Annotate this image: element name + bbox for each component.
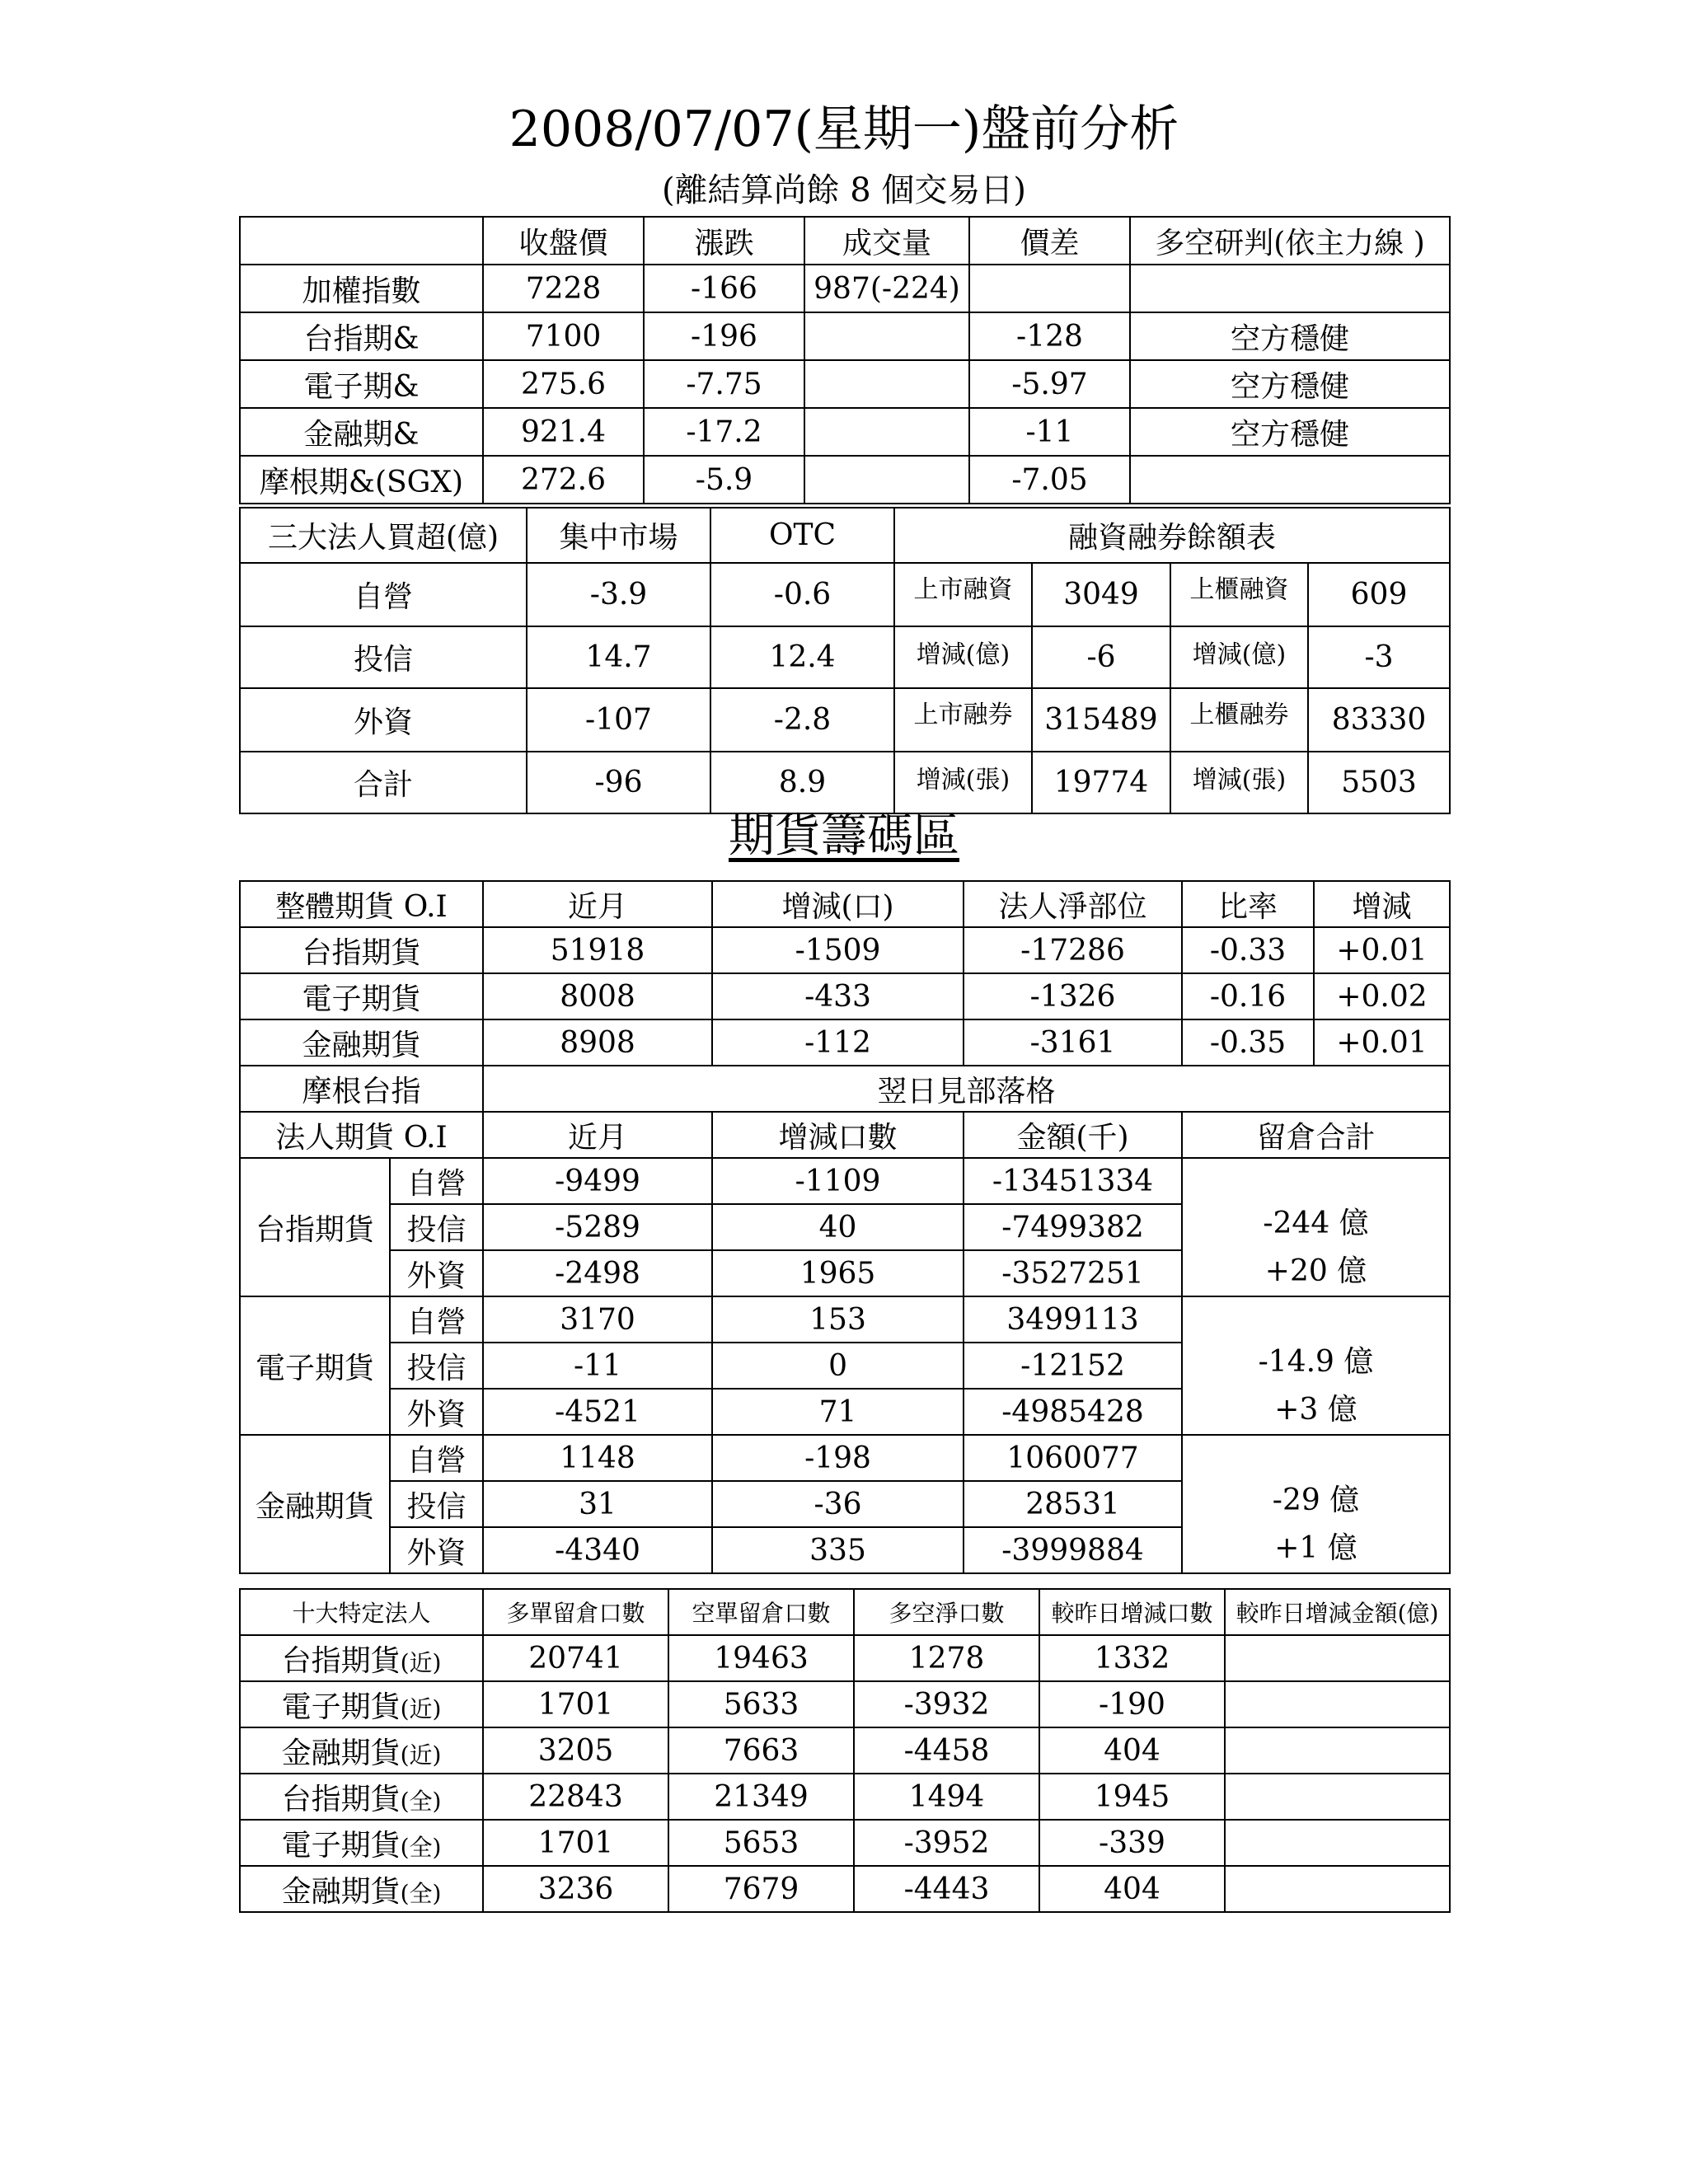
table-cell: -4521	[483, 1389, 712, 1435]
table-cell: 272.6	[483, 456, 644, 504]
column-header: 多空研判(依主力線 )	[1130, 217, 1450, 265]
table-cell: 1945	[1039, 1774, 1225, 1820]
institutional-row-label: 外資	[240, 688, 527, 752]
table-cell: -17286	[964, 927, 1182, 973]
table-row	[240, 688, 1450, 752]
table-cell: 1494	[854, 1774, 1039, 1820]
table-cell: 19463	[668, 1635, 854, 1681]
table-row	[240, 508, 1450, 563]
institutional-value: 8.9	[710, 752, 894, 813]
column-header: 成交量	[804, 217, 969, 265]
section-title: 期貨籌碼區	[729, 809, 959, 863]
row-label: 自營	[390, 1435, 483, 1481]
table-row	[240, 1727, 1450, 1774]
institutional-row-label: 自營	[240, 563, 527, 626]
institutional-value: -107	[527, 688, 710, 752]
table-row	[240, 360, 1450, 408]
table-cell: -433	[712, 973, 964, 1019]
table-cell: -4985428	[964, 1389, 1182, 1435]
table-row	[240, 265, 1450, 312]
institutional-row-label: 投信	[240, 626, 527, 688]
table-cell	[804, 456, 969, 504]
column-header: 較昨日增減口數	[1039, 1589, 1225, 1635]
table-cell: 3499113	[964, 1296, 1182, 1343]
table-cell: +0.01	[1314, 927, 1450, 973]
table-cell: -3527251	[964, 1250, 1182, 1296]
table-row	[240, 973, 1450, 1019]
position-total-line2: +3 億	[1274, 1393, 1357, 1427]
row-label: 投信	[390, 1481, 483, 1527]
table-cell: 8008	[483, 973, 712, 1019]
column-header: 比率	[1182, 881, 1314, 927]
table-cell: -190	[1039, 1681, 1225, 1727]
column-header: 收盤價	[483, 217, 644, 265]
otc-short-change-label: 增減(張)	[1170, 752, 1308, 813]
table-cell: -0.16	[1182, 973, 1314, 1019]
morgan-note: 翌日見部落格	[483, 1066, 1450, 1112]
table-cell: +0.01	[1314, 1019, 1450, 1066]
column-header: 價差	[969, 217, 1130, 265]
otc-financing-label: 上櫃融資	[1170, 563, 1308, 626]
table-row	[240, 626, 1450, 688]
table-cell: 1965	[712, 1250, 964, 1296]
table-row	[240, 1635, 1450, 1681]
institutional-value: -96	[527, 752, 710, 813]
table-cell: -3932	[854, 1681, 1039, 1727]
column-header: 增減(口)	[712, 881, 964, 927]
row-label: 投信	[390, 1343, 483, 1389]
table-cell: -112	[712, 1019, 964, 1066]
column-header: 十大特定法人	[240, 1589, 483, 1635]
table-cell: 921.4	[483, 408, 644, 456]
table-cell	[969, 265, 1130, 312]
table-cell	[1225, 1774, 1450, 1820]
table-cell: 40	[712, 1204, 964, 1250]
table-cell: -1509	[712, 927, 964, 973]
column-header	[240, 217, 483, 265]
table-cell	[1225, 1866, 1450, 1912]
table-cell: -5289	[483, 1204, 712, 1250]
table-cell: -128	[969, 312, 1130, 360]
table-cell: 71	[712, 1389, 964, 1435]
table-cell: 20741	[483, 1635, 668, 1681]
table-cell: -11	[969, 408, 1130, 456]
table-cell: 3205	[483, 1727, 668, 1774]
table-row	[240, 1589, 1450, 1635]
institutional-value: -3.9	[527, 563, 710, 626]
table-cell: -5.97	[969, 360, 1130, 408]
institutional-value: -0.6	[710, 563, 894, 626]
column-header: 法人淨部位	[964, 881, 1182, 927]
otc-financing-change-label: 增減(億)	[1170, 626, 1308, 688]
top10-body	[240, 1589, 1450, 1912]
listed-financing-change: -6	[1032, 626, 1170, 688]
table-cell: -13451334	[964, 1158, 1182, 1204]
row-label-suffix: (全)	[400, 1879, 442, 1907]
column-header: 空單留倉口數	[668, 1589, 854, 1635]
column-header: 較昨日增減金額(億)	[1225, 1589, 1450, 1635]
row-label: 電子期貨	[240, 973, 483, 1019]
table-cell	[1225, 1635, 1450, 1681]
table-cell	[804, 312, 969, 360]
table-row	[240, 1296, 1450, 1343]
table-cell: -36	[712, 1481, 964, 1527]
row-label: 自營	[390, 1158, 483, 1204]
table-cell	[1225, 1727, 1450, 1774]
row-label-suffix: (近)	[400, 1741, 442, 1769]
row-label: 金融期&	[240, 408, 483, 456]
table-cell: -4458	[854, 1727, 1039, 1774]
table-row	[240, 881, 1450, 927]
table-cell: +0.02	[1314, 973, 1450, 1019]
row-label: 外資	[390, 1250, 483, 1296]
table-cell	[804, 360, 969, 408]
listed-financing-value: 3049	[1032, 563, 1170, 626]
margin-table-header: 融資融券餘額表	[894, 508, 1450, 563]
table-cell: 空方穩健	[1130, 408, 1450, 456]
group-label: 台指期貨	[240, 1158, 390, 1296]
table-cell: 3236	[483, 1866, 668, 1912]
table-cell: 7228	[483, 265, 644, 312]
column-header: 留倉合計	[1182, 1112, 1450, 1158]
row-label	[240, 1727, 483, 1774]
table-cell: -17.2	[644, 408, 804, 456]
row-label-name: 台指期貨	[281, 1643, 401, 1678]
row-label: 加權指數	[240, 265, 483, 312]
table-cell: -11	[483, 1343, 712, 1389]
institutional-row-label: 合計	[240, 752, 527, 813]
row-label-name: 金融期貨	[281, 1736, 401, 1770]
column-header: 整體期貨 O.I	[240, 881, 483, 927]
table-cell: 153	[712, 1296, 964, 1343]
row-label-suffix: (全)	[400, 1833, 442, 1861]
short-change-label: 增減(張)	[894, 752, 1032, 813]
futures-oi-table	[239, 880, 1451, 1574]
row-label	[240, 1681, 483, 1727]
column-header: 增減	[1314, 881, 1450, 927]
table-row	[240, 408, 1450, 456]
table-cell: 7100	[483, 312, 644, 360]
institutional-header-listed: 集中市場	[527, 508, 710, 563]
row-label	[240, 1866, 483, 1912]
report-subtitle: (離結算尚餘 8 個交易日)	[661, 171, 1027, 209]
otc-financing-value: 609	[1308, 563, 1450, 626]
table-row	[240, 1158, 1450, 1204]
table-cell: 1701	[483, 1820, 668, 1866]
table-cell: 5633	[668, 1681, 854, 1727]
table-cell	[1225, 1681, 1450, 1727]
market-summary-table	[239, 216, 1451, 504]
table-cell: 28531	[964, 1481, 1182, 1527]
table-cell: -1326	[964, 973, 1182, 1019]
table-cell: -196	[644, 312, 804, 360]
row-label-name: 金融期貨	[281, 1874, 401, 1909]
listed-short-label: 上市融券	[894, 688, 1032, 752]
table-row	[240, 1019, 1450, 1066]
column-header: 漲跌	[644, 217, 804, 265]
table-cell: 7663	[668, 1727, 854, 1774]
position-total-line2: +1 億	[1274, 1531, 1357, 1565]
table-cell: 335	[712, 1527, 964, 1573]
position-total	[1182, 1296, 1450, 1435]
row-label: 金融期貨	[240, 1019, 483, 1066]
table-cell: -7.05	[969, 456, 1130, 504]
table-cell	[1130, 456, 1450, 504]
market-summary-body	[240, 217, 1450, 504]
institutional-value: 14.7	[527, 626, 710, 688]
institutional-header-otc: OTC	[710, 508, 894, 563]
table-cell: -3952	[854, 1820, 1039, 1866]
group-label: 電子期貨	[240, 1296, 390, 1435]
table-row	[240, 563, 1450, 626]
row-label-name: 電子期貨	[281, 1690, 401, 1724]
table-cell: -2498	[483, 1250, 712, 1296]
table-cell: 404	[1039, 1727, 1225, 1774]
table-cell	[1225, 1820, 1450, 1866]
otc-short-change: 5503	[1308, 752, 1450, 813]
table-cell: 404	[1039, 1866, 1225, 1912]
column-header: 金額(千)	[964, 1112, 1182, 1158]
table-cell: 22843	[483, 1774, 668, 1820]
table-row	[240, 217, 1450, 265]
table-row	[240, 1866, 1450, 1912]
table-cell: 1060077	[964, 1435, 1182, 1481]
table-row	[240, 1066, 1450, 1112]
table-cell: 1701	[483, 1681, 668, 1727]
row-label: 外資	[390, 1527, 483, 1573]
table-row	[240, 312, 1450, 360]
table-row	[240, 1774, 1450, 1820]
row-label-name: 台指期貨	[281, 1782, 401, 1816]
table-cell: -166	[644, 265, 804, 312]
table-row	[240, 456, 1450, 504]
table-cell: 31	[483, 1481, 712, 1527]
column-header: 增減口數	[712, 1112, 964, 1158]
row-label: 台指期&	[240, 312, 483, 360]
table-row	[240, 1820, 1450, 1866]
table-cell: -12152	[964, 1343, 1182, 1389]
row-label	[240, 1820, 483, 1866]
table-cell: 5653	[668, 1820, 854, 1866]
table-cell: -9499	[483, 1158, 712, 1204]
row-label: 自營	[390, 1296, 483, 1343]
column-header: 多單留倉口數	[483, 1589, 668, 1635]
otc-short-value: 83330	[1308, 688, 1450, 752]
table-cell: 51918	[483, 927, 712, 973]
table-cell: 275.6	[483, 360, 644, 408]
table-cell: -0.35	[1182, 1019, 1314, 1066]
position-total	[1182, 1158, 1450, 1296]
table-cell: -4443	[854, 1866, 1039, 1912]
row-label	[240, 1774, 483, 1820]
table-cell: -1109	[712, 1158, 964, 1204]
table-cell: -5.9	[644, 456, 804, 504]
listed-short-change: 19774	[1032, 752, 1170, 813]
row-label: 台指期貨	[240, 927, 483, 973]
table-cell: -3999884	[964, 1527, 1182, 1573]
institutional-header-label: 三大法人買超(億)	[240, 508, 527, 563]
institutional-value: -2.8	[710, 688, 894, 752]
table-cell: 1332	[1039, 1635, 1225, 1681]
table-cell	[804, 408, 969, 456]
financing-change-label: 增減(億)	[894, 626, 1032, 688]
table-cell: -0.33	[1182, 927, 1314, 973]
table-row	[240, 1681, 1450, 1727]
table-cell: -3161	[964, 1019, 1182, 1066]
table-cell	[1130, 265, 1450, 312]
institutional-value: 12.4	[710, 626, 894, 688]
row-label: 投信	[390, 1204, 483, 1250]
institutional-margin-table	[239, 507, 1451, 814]
row-label-name: 電子期貨	[281, 1828, 401, 1863]
column-header: 法人期貨 O.I	[240, 1112, 483, 1158]
listed-financing-label: 上市融資	[894, 563, 1032, 626]
table-row	[240, 927, 1450, 973]
table-cell: -7499382	[964, 1204, 1182, 1250]
table-cell: 1148	[483, 1435, 712, 1481]
otc-financing-change: -3	[1308, 626, 1450, 688]
position-total-line1: -244 億	[1263, 1207, 1369, 1240]
row-label: 電子期&	[240, 360, 483, 408]
listed-short-value: 315489	[1032, 688, 1170, 752]
row-label-suffix: (全)	[400, 1787, 442, 1815]
position-total	[1182, 1435, 1450, 1573]
row-label-suffix: (近)	[400, 1648, 442, 1676]
table-cell: -7.75	[644, 360, 804, 408]
table-row	[240, 1435, 1450, 1481]
table-cell: 3170	[483, 1296, 712, 1343]
table-cell: -339	[1039, 1820, 1225, 1866]
column-header: 多空淨口數	[854, 1589, 1039, 1635]
futures-oi-body	[240, 881, 1450, 1573]
table-cell: 空方穩健	[1130, 360, 1450, 408]
row-label-suffix: (近)	[400, 1694, 442, 1722]
row-label: 摩根台指	[240, 1066, 483, 1112]
position-total-line1: -29 億	[1272, 1483, 1360, 1517]
column-header: 近月	[483, 881, 712, 927]
otc-short-label: 上櫃融券	[1170, 688, 1308, 752]
row-label: 外資	[390, 1389, 483, 1435]
position-total-line1: -14.9 億	[1258, 1345, 1374, 1379]
group-label: 金融期貨	[240, 1435, 390, 1573]
table-cell: 21349	[668, 1774, 854, 1820]
table-cell: -4340	[483, 1527, 712, 1573]
position-total-line2: +20 億	[1264, 1254, 1367, 1288]
table-cell: 空方穩健	[1130, 312, 1450, 360]
column-header: 近月	[483, 1112, 712, 1158]
table-cell: -198	[712, 1435, 964, 1481]
row-label	[240, 1635, 483, 1681]
table-cell: 987(-224)	[804, 265, 969, 312]
report-title: 2008/07/07(星期一)盤前分析	[509, 101, 1179, 158]
row-label: 摩根期&(SGX)	[240, 456, 483, 504]
table-cell: 0	[712, 1343, 964, 1389]
top10-table	[239, 1588, 1451, 1913]
table-cell: 7679	[668, 1866, 854, 1912]
table-row	[240, 1112, 1450, 1158]
table-cell: 1278	[854, 1635, 1039, 1681]
table-cell: 8908	[483, 1019, 712, 1066]
